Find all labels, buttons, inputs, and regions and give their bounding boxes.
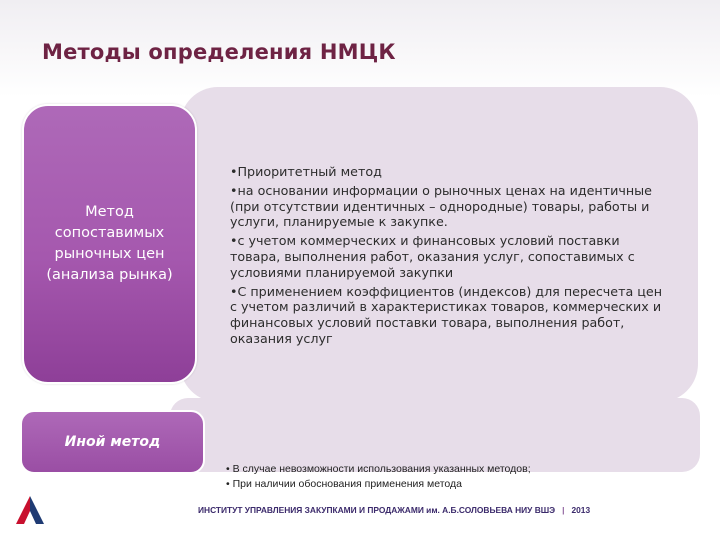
other-method-panel xyxy=(170,398,700,472)
bullet-item: •на основании информации о рыночных ценах на идентичные (при отсутствии идентичных – однородные) товары, работы и услуги, планируемые к закупке. xyxy=(230,182,652,230)
bullet-item: •С применением коэффициентов (индексов) для пересчета цен с учетом различий в характеристиках товаров, коммерческих и финансовых условий поставки товара, выполнения работ, оказания услуг xyxy=(230,283,663,346)
method-label-line: (анализа рынка) xyxy=(46,267,173,283)
method-label-line: рыночных цен xyxy=(54,246,165,262)
note-item: • При наличии обоснования применения метода xyxy=(226,478,462,490)
slide-title: Методы определения НМЦК xyxy=(42,40,396,64)
footer-year: 2013 xyxy=(571,505,591,515)
comparable-prices-method-box xyxy=(22,104,197,384)
footer-separator: | xyxy=(562,505,565,515)
note-item: • В случае невозможности использования указанных методов; xyxy=(226,463,531,475)
hse-logo-icon xyxy=(14,494,46,526)
other-method-box xyxy=(20,410,205,474)
footer-org: ИНСТИТУТ УПРАВЛЕНИЯ ЗАКУПКАМИ И ПРОДАЖАМИ им. А.Б.СОЛОВЬЕВА НИУ ВШЭ xyxy=(198,505,556,515)
bullet-item: •Приоритетный метод xyxy=(230,164,382,179)
other-method-notes xyxy=(226,462,666,492)
footer xyxy=(198,505,590,515)
bullet-item: •с учетом коммерческих и финансовых условий поставки товара, выполнения работ, оказания услуг, сопоставимых с условиями планируемой закупки xyxy=(230,233,635,280)
method-label-line: сопоставимых xyxy=(54,225,165,241)
method-label xyxy=(30,202,190,286)
method-label-line: Метод xyxy=(85,204,134,220)
method-bullet-list xyxy=(230,164,670,397)
other-method-label: Иной метод xyxy=(64,434,161,450)
